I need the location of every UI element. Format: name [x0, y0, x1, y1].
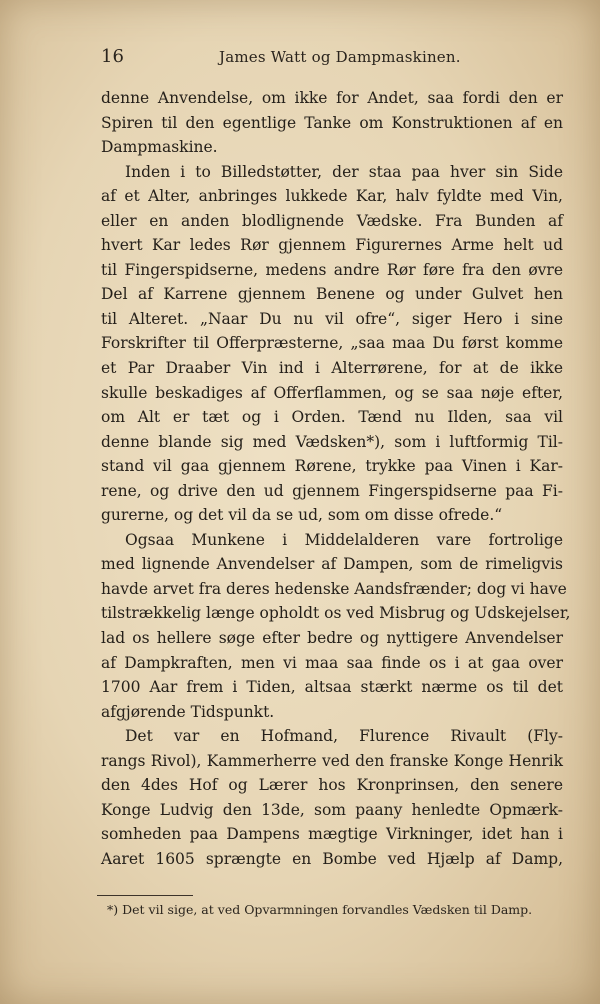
text-line: denne blande sig med Vædsken*), som i luftformig Til-: [101, 432, 563, 451]
text-line: 1700 Aar frem i Tiden, altsaa stærkt nærme os til det: [101, 678, 563, 697]
footnote-divider: [97, 895, 193, 896]
text-line: Del af Karrene gjennem Benene og under Gulvet hen: [101, 285, 563, 304]
text-line: eller en anden blodlignende Vædske. Fra Bunden af: [101, 211, 563, 230]
body-text: [101, 86, 571, 872]
text-line: hvert Kar ledes Rør gjennem Figurernes Arme helt ud: [101, 236, 563, 255]
text-line: denne Anvendelse, om ikke for Andet, saa fordi den er: [101, 89, 563, 107]
page-header: [101, 44, 563, 74]
text-line: med lignende Anvendelser af Dampen, som de rimeligvis: [101, 555, 563, 574]
text-line: gurerne, og det vil da se ud, som om disse ofrede.“: [101, 506, 503, 525]
text-line: af Dampkraften, men vi maa saa finde os i at gaa over: [101, 653, 563, 672]
text-line: Forskrifter til Offerpræsterne, „saa maa Du først komme: [101, 334, 563, 353]
text-line: stand vil gaa gjennem Rørene, trykke paa Vinen i Kar-: [101, 457, 563, 476]
text-line: rangs Rivol), Kammerherre ved den franske Konge Henrik: [101, 751, 563, 770]
text-line: til Alteret. „Naar Du nu vil ofre“, siger Hero i sine: [101, 309, 563, 328]
footnote: *) Det vil sige, at ved Opvarmningen forvandles Vædsken til Damp.: [107, 902, 533, 917]
text-line: tilstrækkelig længe opholdt os ved Misbrug og Udskejelser,: [101, 604, 571, 623]
paragraph-start-line: Ogsaa Munkene i Middelalderen vare fortrolige: [125, 530, 563, 549]
paragraph-start-line: Inden i to Billedstøtter, der staa paa hver sin Side: [125, 162, 563, 181]
text-line: Aaret 1605 sprængte en Bombe ved Hjælp af Damp,: [101, 849, 563, 868]
text-line: lad os hellere søge efter bedre og nyttigere Anvendelser: [101, 629, 563, 648]
text-line: af et Alter, anbringes lukkede Kar, halv fyldte med Vin,: [101, 187, 563, 206]
text-line: Konge Ludvig den 13de, som paany henledte Opmærk-: [101, 800, 563, 819]
page-number: 16: [101, 46, 124, 67]
text-line: afgjørende Tidspunkt.: [101, 702, 275, 721]
text-line: Spiren til den egentlige Tanke om Konstruktionen af en: [101, 113, 563, 132]
text-line: et Par Draaber Vin ind i Alterrørene, for at de ikke: [101, 359, 563, 378]
text-line: om Alt er tæt og i Orden. Tænd nu Ilden, saa vil: [101, 408, 563, 427]
text-line: rene, og drive den ud gjennem Fingerspidserne paa Fi-: [101, 481, 563, 500]
text-line: havde arvet fra deres hedenske Aandsfrænder; dog vi have: [101, 579, 567, 598]
text-line: til Fingerspidserne, medens andre Rør føre fra den øvre: [101, 260, 563, 279]
text-line: skulle beskadiges af Offerflammen, og se saa nøje efter,: [101, 383, 563, 402]
paragraph-start-line: Det var en Hofmand, Flurence Rivault (Fly-: [125, 727, 563, 746]
text-line: den 4des Hof og Lærer hos Kronprinsen, den senere: [101, 776, 563, 795]
text-line: Dampmaskine.: [101, 138, 218, 157]
running-head: James Watt og Dampmaskinen.: [219, 48, 461, 66]
text-line: somheden paa Dampens mægtige Virkninger, idet han i: [101, 825, 563, 844]
